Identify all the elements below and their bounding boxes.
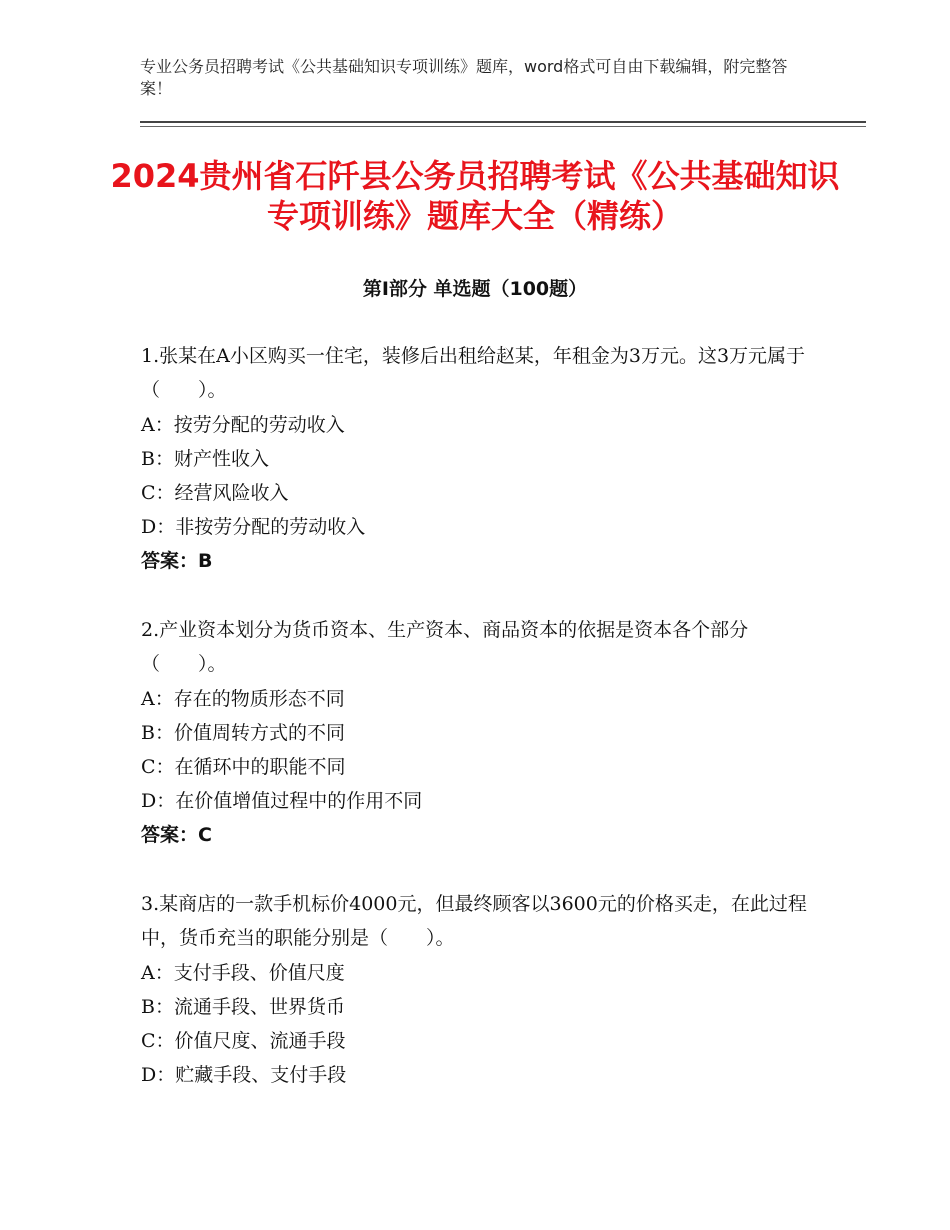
answer-value: C bbox=[198, 824, 212, 846]
question-2-text: 2.产业资本划分为货币资本、生产资本、商品资本的依据是资本各个部分（ ）。 bbox=[141, 619, 749, 675]
question-2-option-d: D：在价值增值过程中的作用不同 bbox=[141, 790, 423, 812]
question-3-text: 3.某商店的一款手机标价4000元，但最终顾客以3600元的价格买走，在此过程中，货币充当的职能分别是（ ）。 bbox=[141, 893, 807, 949]
question-1-answer bbox=[141, 549, 213, 573]
header-divider bbox=[140, 121, 866, 123]
question-1-text: 1.张某在A小区购买一住宅，装修后出租给赵某，年租金为3万元。这3万元属于（ ）。 bbox=[141, 345, 806, 401]
question-1-option-d: D：非按劳分配的劳动收入 bbox=[141, 516, 366, 538]
question-1-option-c: C：经营风险收入 bbox=[141, 482, 289, 504]
header-note: 专业公务员招聘考试《公共基础知识专项训练》题库，word格式可自由下载编辑，附完整答案！ bbox=[140, 57, 788, 98]
question-2-option-a: A：存在的物质形态不同 bbox=[141, 688, 345, 710]
question-2-answer bbox=[141, 823, 212, 847]
answer-label: 答案： bbox=[141, 824, 199, 846]
question-1-option-b: B：财产性收入 bbox=[141, 448, 269, 470]
answer-label: 答案： bbox=[141, 550, 199, 572]
header-divider-thin bbox=[140, 126, 866, 127]
question-3-option-a: A：支付手段、价值尺度 bbox=[141, 962, 345, 984]
section-title: 第Ⅰ部分 单选题（100题） bbox=[362, 278, 588, 300]
question-3-option-b: B：流通手段、世界货币 bbox=[141, 996, 345, 1018]
question-2-option-c: C：在循环中的职能不同 bbox=[141, 756, 346, 778]
question-3-option-d: D：贮藏手段、支付手段 bbox=[141, 1064, 347, 1086]
document-title: 2024贵州省石阡县公务员招聘考试《公共基础知识专项训练》题库大全（精练） bbox=[110, 157, 840, 235]
question-3-option-c: C：价值尺度、流通手段 bbox=[141, 1030, 346, 1052]
question-1-option-a: A：按劳分配的劳动收入 bbox=[141, 414, 345, 436]
answer-value: B bbox=[198, 550, 213, 572]
question-2-option-b: B：价值周转方式的不同 bbox=[141, 722, 345, 744]
